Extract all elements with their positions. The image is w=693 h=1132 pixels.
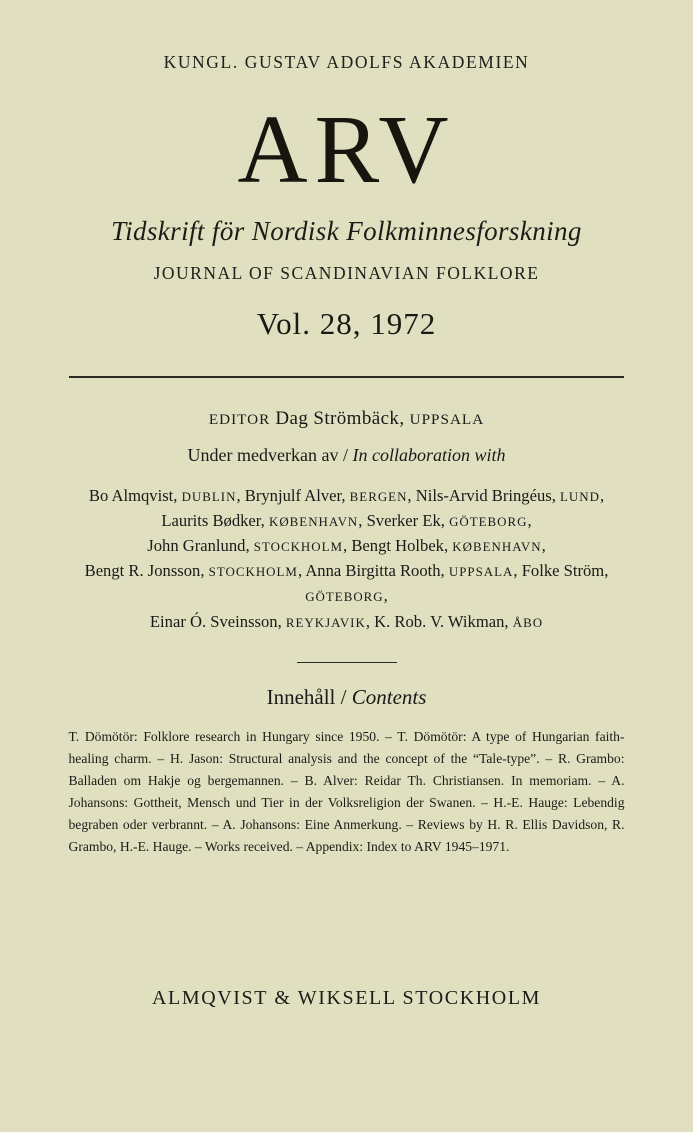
editor-name: Dag Strömbäck xyxy=(275,407,400,429)
board-member-name: Laurits Bødker xyxy=(161,510,261,530)
editor-label: EDITOR xyxy=(208,410,271,428)
volume-number: Vol. 28, 1972 xyxy=(256,306,437,341)
board-member-name: Brynjulf Alver xyxy=(244,485,342,505)
board-member-name: Anna Birgitta Rooth xyxy=(305,561,441,581)
board-member-name: Folke Ström xyxy=(521,561,605,581)
contents-separator: / xyxy=(340,685,347,710)
board-member-name: Einar Ó. Sveinsson xyxy=(149,611,278,631)
board-member-city: UPPSALA xyxy=(448,564,514,580)
contents-heading xyxy=(60,685,633,710)
journal-title: ARV xyxy=(237,96,456,203)
collaboration-english: In collaboration with xyxy=(352,444,506,465)
board-row: John Granlund, STOCKHOLM, Bengt Holbek, KØBENHAVN, xyxy=(147,535,546,555)
board-member-city: KØBENHAVN xyxy=(452,538,542,554)
board-member-city: REYKJAVIK xyxy=(285,614,366,630)
academy-name: KUNGL. GUSTAV ADOLFS AKADEMIEN xyxy=(163,52,530,72)
board-member-city: STOCKHOLM xyxy=(208,564,298,580)
collaboration-line xyxy=(60,445,633,466)
collaboration-swedish: Under medverkan av xyxy=(187,444,339,465)
board-member-city: DUBLIN xyxy=(181,488,237,504)
board-member-city: BERGEN xyxy=(349,488,408,504)
board-member-name: Bo Almqvist xyxy=(88,485,174,505)
divider-rule-short xyxy=(297,662,397,664)
editor-city: UPPSALA xyxy=(409,410,485,428)
editorial-board xyxy=(60,483,633,634)
contents-label-english: Contents xyxy=(351,685,427,710)
contents-text: T. Dömötör: Folklore research in Hungary since 1950. – T. Dömötör: A type of Hungarian faith-healing charm. – H. Jason: Structural analysis and the concept of the “Tale-type”. – R. Grambo: Balladen om Hakje og bergemannen. – B. Alver: Reidar Th. Christiansen. In memoriam. – A. Johansons: Gottheit, Mensch und Tier in der Volksreligion der Swanen. – H.-E. Hauge: Lebendig begraben oder verbrannt. – A. Johansons: Eine Anmerkung. – Reviews by H. R. Ellis Davidson, R. Grambo, H.-E. Hauge. – Works received. – Appendix: Index to ARV 1945–1971. xyxy=(68,729,625,855)
collaboration-separator: / xyxy=(342,444,348,465)
board-member-name: John Granlund xyxy=(147,535,246,555)
board-row: Laurits Bødker, KØBENHAVN, Sverker Ek, GÖTEBORG, xyxy=(161,510,532,530)
board-row: Bo Almqvist, DUBLIN, Brynjulf Alver, BERGEN, Nils-Arvid Bringéus, LUND, xyxy=(88,485,605,505)
board-member-city: STOCKHOLM xyxy=(253,538,344,554)
board-member-name: K. Rob. V. Wikman xyxy=(374,611,505,631)
board-member-city: LUND xyxy=(560,488,600,504)
board-member-city: ÅBO xyxy=(512,614,544,630)
board-member-name: Sverker Ek xyxy=(366,510,441,530)
board-member-name: Bengt Holbek xyxy=(351,535,444,555)
board-row: Einar Ó. Sveinsson, REYKJAVIK, K. Rob. V. Wikman, ÅBO xyxy=(149,611,544,631)
board-member-name: Nils-Arvid Bringéus xyxy=(415,485,552,505)
divider-rule-top xyxy=(69,376,624,378)
editor-line: EDITOR Dag Strömbäck, UPPSALA xyxy=(208,407,485,429)
contents-label-swedish: Innehåll xyxy=(266,685,336,710)
board-member-city: GÖTEBORG xyxy=(305,589,384,605)
journal-subtitle-english: JOURNAL OF SCANDINAVIAN FOLKLORE xyxy=(153,263,540,283)
board-member-city: GÖTEBORG xyxy=(449,513,528,529)
journal-cover-page xyxy=(0,52,693,1132)
publisher-name: ALMQVIST & WIKSELL STOCKHOLM xyxy=(151,987,542,1009)
board-row: Bengt R. Jonsson, STOCKHOLM, Anna Birgitta Rooth, UPPSALA, Folke Ström, GÖTEBORG, xyxy=(84,561,609,606)
board-member-city: KØBENHAVN xyxy=(268,513,359,529)
journal-subtitle-swedish: Tidskrift för Nordisk Folkminnesforskning xyxy=(111,216,582,246)
board-member-name: Bengt R. Jonsson xyxy=(84,561,201,581)
